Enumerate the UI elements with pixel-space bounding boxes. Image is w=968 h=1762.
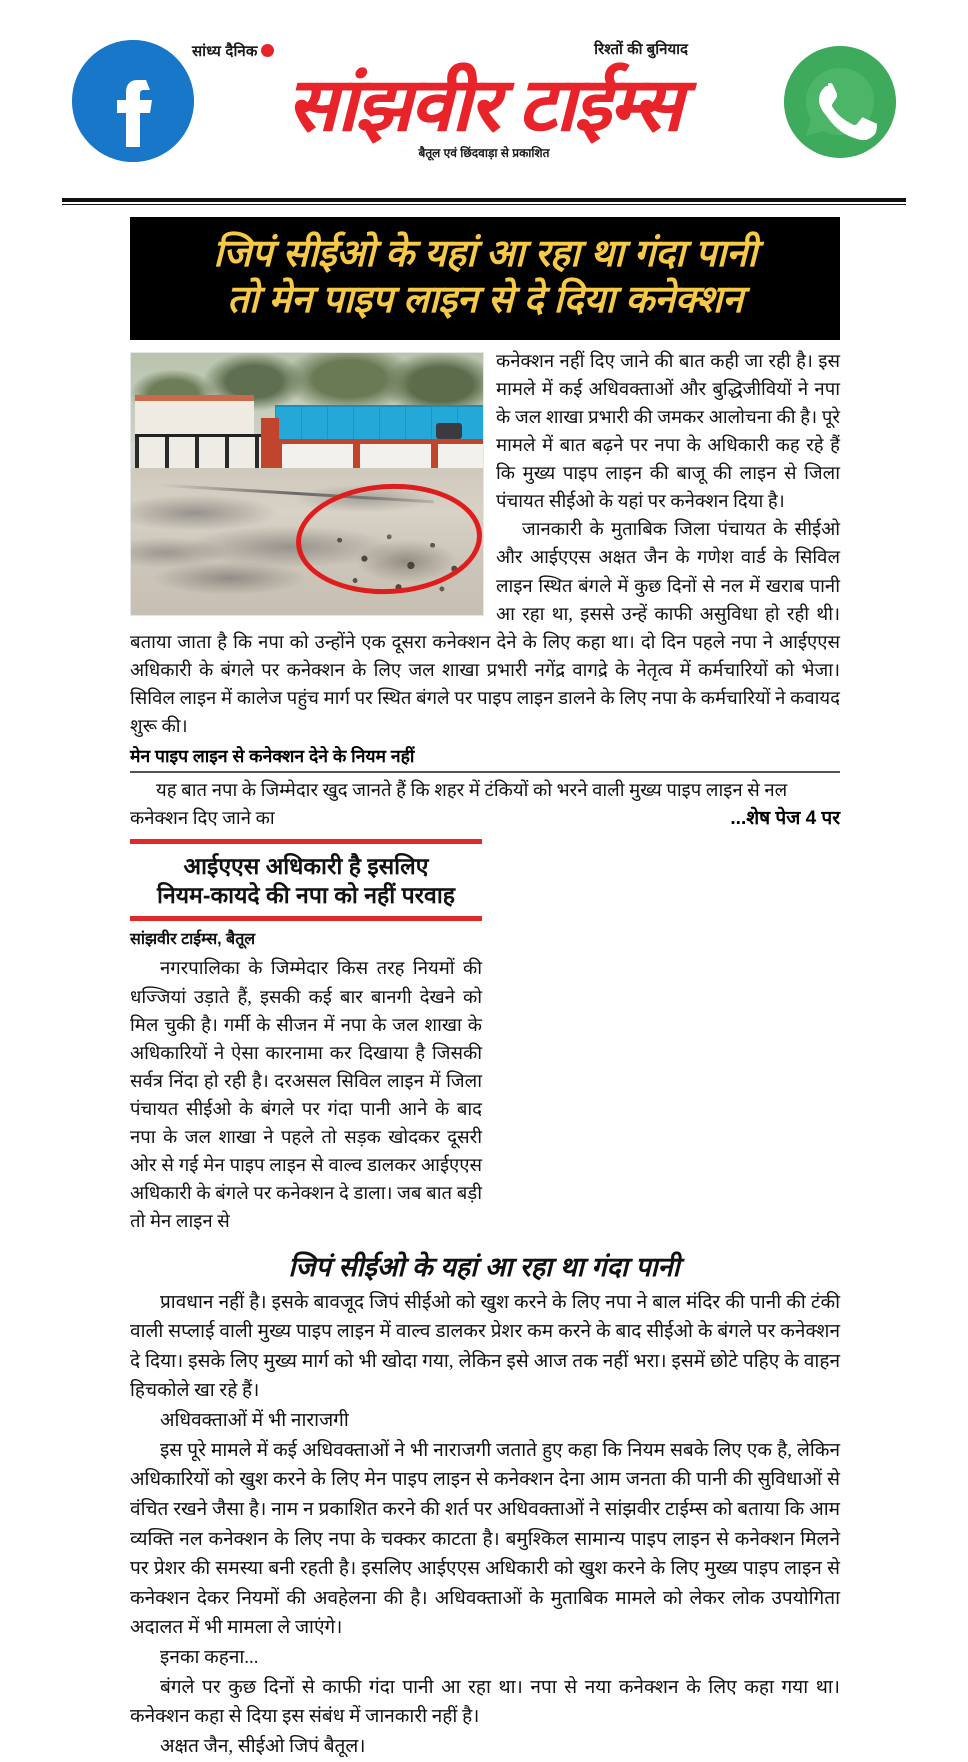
quote-label: इनका कहना... (160, 1647, 259, 1669)
left-col-body (130, 955, 482, 1236)
masthead-tagline-bottom: बैतूल एवं छिंदवाड़ा से प्रकाशित (418, 145, 550, 160)
main-headline-banner (130, 217, 840, 340)
right-col-para-1: कनेक्शन नहीं दिए जाने की बात कही जा रही है। इस मामले में कई अधिवक्ताओं और बुद्धिजीवियों ने नपा के जल शाखा प्रभारी की जमकर आलोचना की है। पूरे मामले में बात बढ़ने पर नपा के अधिकारी कह रहे हैं कि मुख्य पाइप लाइन की बाजू की लाइन से जिला पंचायत सीईओ के यहां पर कनेक्शन दिया है। (496, 351, 840, 513)
top-article-area (130, 348, 840, 834)
photo-motorcycle (436, 423, 462, 439)
masthead-rule-thick (62, 198, 906, 202)
quote-text: बंगले पर कुछ दिनों से काफी गंदा पानी आ रहा था। नपा से नया कनेक्शन के लिए कहा गया था। कनेक्शन कहा से दिया इस संबंध में जानकारी नहीं है। (130, 1676, 840, 1728)
right-col-subhead: मेन पाइप लाइन से कनेक्शन देने के नियम नहीं (130, 746, 415, 767)
masthead-tagline-right: रिश्तों की बुनियाद (594, 41, 688, 59)
right-col-para-2: जानकारी के मुताबिक जिला पंचायत के सीईओ और आईएएस अक्षत जैन के गणेश वार्ड के सिविल लाइन स्थित बंगले में कुछ दिनों से नल में खराब पानी आ रहा था, इससे उन्हें काफी असुविधा हो रही थी। बताया जाता है कि नपा को उन्होंने एक दूसरा कनेक्शन देने के लिए कहा था। दो दिन पहले नपा ने आईएएस अधिकारी के बंगले पर कनेक्शन के लिए जल शाखा प्रभारी नगेंद्र वागद्रे के नेतृत्व में कर्मचारियों को भेजा। सिविल लाइन में कालेज पहुंच मार्ग पर स्थित बंगले पर पाइप लाइन डालने के लिए नपा के कर्मचारियों ने कवायद शुरू की। (130, 520, 840, 738)
right-col-divider (130, 771, 840, 773)
nameplate (184, 29, 784, 161)
headline-line-2: तो मेन पाइप लाइन से दे दिया कनेक्शन (227, 279, 743, 322)
headline-line-1: जिपं सीईओ के यहां आ रहा था गंदा पानी (213, 233, 757, 275)
bottom-para-2: इस पूरे मामले में कई अधिवक्ताओं ने भी नाराजगी जताते हुए कहा कि नियम सबके लिए एक है, लेकिन अधिकारियों को खुश करने के लिए मेन पाइप लाइन से कनेक्शन देना आम जनता की पानी की सुविधाओं से वंचित रखने जैसा है। नाम न प्रकाशित करने की शर्त पर अधिवक्ताओं ने सांझवीर टाईम्स को बताया कि आम व्यक्ति नल कनेक्शन के लिए नपा के चक्कर काटता है। बमुश्किल सामान्य पाइप लाइन से कनेक्शन मिलने पर प्रेशर की समस्या बनी रहती है। इसलिए आईएएस अधिकारी को खुश करने के लिए मुख्य पाइप लाइन से कनेक्शन देकर नियमों की अवहेलना की है। अधिवक्ताओं के मुताबिक मामले को लेकर लोक उपयोगिता अदालत में भी मामला ले जाएंगे। (130, 1439, 840, 1639)
right-col-para-3b: कनेक्शन दिए जाने का (130, 809, 275, 830)
red-dot-icon (261, 44, 274, 57)
right-col-para-3a: यह बात नपा के जिम्मेदार खुद जानते हैं कि शहर में टंकियों को भरने वाली मुख्य पाइप लाइन से नल (156, 780, 788, 801)
left-col-rule-bottom (130, 916, 482, 921)
paper-title: सांझवीर टाईम्स (286, 63, 682, 147)
deck-line-1: आईएएस अधिकारी है इसलिए (183, 853, 429, 880)
bottom-article-body (130, 1288, 840, 1762)
masthead (0, 0, 968, 190)
jump-line[interactable]: ...शेष पेज 4 पर (730, 807, 840, 829)
whatsapp-icon[interactable] (784, 46, 896, 158)
left-col-deck (130, 852, 482, 910)
quote-attribution: अक्षत जैन, सीईओ जिपं बैतूल। (160, 1735, 366, 1757)
left-col-rule-top (130, 839, 482, 844)
masthead-rule-thin (62, 204, 906, 205)
deck-line-2: नियम-कायदे की नपा को नहीं परवाह (157, 882, 455, 909)
masthead-tagline-left: सांध्य दैनिक (192, 41, 274, 61)
right-col-last-line (130, 805, 840, 834)
bottom-para-1: प्रावधान नहीं है। इसके बावजूद जिपं सीईओ को खुश करने के लिए नपा ने बाल मंदिर की पानी की टंकी वाली सप्लाई वाली मुख्य पाइप लाइन में वाल्व डालकर प्रेशर कम करने के बाद सीईओ के बंगले पर कनेक्शन दे दिया। इसके लिए मुख्य मार्ग को भी खोदा गया, लेकिन इसे आज तक नहीं भरा। इसमें छोटे पहिए के वाहन हिचकोले खा रहे हैं। (130, 1291, 840, 1402)
left-col-para-1: नगरपालिका के जिम्मेदार किस तरह नियमों की धज्जियां उड़ाते हैं, इसकी कई बार बानगी देखने को मिल चुकी है। गर्मी के सीजन में नपा के जल शाखा के अधिकारियों ने ऐसा कारनामा कर दिखाया है जिसकी सर्वत्र निंदा हो रही है। दरअसल सिविल लाइन में जिला पंचायत सीईओ के बंगले पर गंदा पानी आने के बाद नपा के जल शाखा ने पहले तो सड़क खोदकर दूसरी ओर से गई मेन पाइप लाइन से वाल्व डालकर आईएएस अधिकारी के बंगले पर कनेक्शन दे डाला। जब बात बड़ी तो मेन लाइन से (130, 959, 482, 1233)
left-column (130, 833, 482, 1236)
article-photo (130, 352, 484, 616)
lower-columns (130, 833, 840, 1236)
facebook-icon[interactable] (72, 40, 194, 162)
bottom-center-headline: जिपं सीईओ के यहां आ रहा था गंदा पानी (288, 1251, 680, 1282)
byline: सांझवीर टाईम्स, बैतूल (130, 931, 256, 949)
bottom-subhead-2: अधिवक्ताओं में भी नाराजगी (160, 1410, 349, 1432)
